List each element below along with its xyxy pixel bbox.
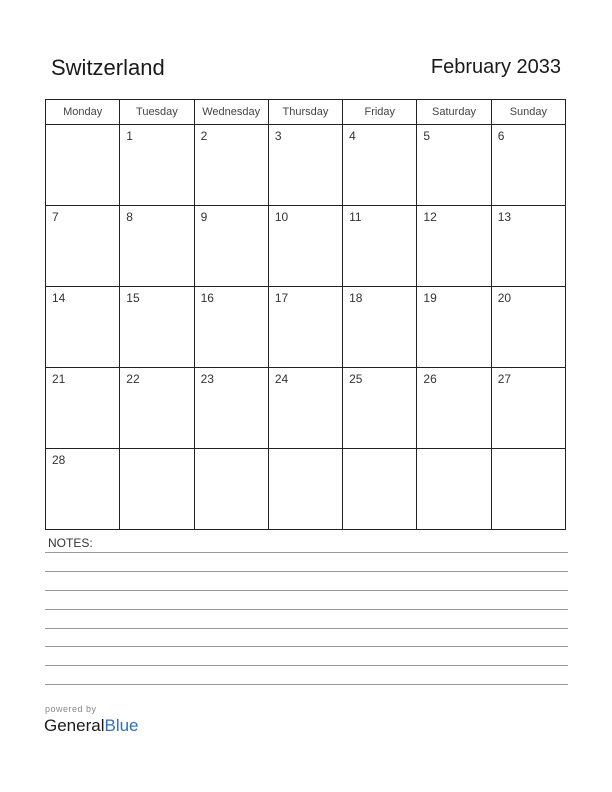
- weekday-header: Monday: [46, 100, 120, 125]
- day-cell: 25: [343, 368, 417, 449]
- day-cell: [417, 449, 491, 530]
- notes-line: [45, 609, 568, 610]
- day-cell: 27: [491, 368, 565, 449]
- week-row: [46, 368, 566, 449]
- day-cell: 15: [120, 287, 194, 368]
- day-cell: 7: [46, 206, 120, 287]
- weekday-header: Wednesday: [194, 100, 268, 125]
- day-cell: 1: [120, 125, 194, 206]
- logo-text-blue: Blue: [104, 716, 139, 735]
- notes-line: [45, 590, 568, 591]
- week-row: [46, 287, 566, 368]
- day-cell: 24: [268, 368, 342, 449]
- week-row: [46, 206, 566, 287]
- notes-label: NOTES:: [48, 536, 93, 550]
- week-row: [46, 449, 566, 530]
- weekday-header: Friday: [343, 100, 417, 125]
- day-cell: 9: [194, 206, 268, 287]
- day-cell: [343, 449, 417, 530]
- notes-line: [45, 628, 568, 629]
- weekday-header: Sunday: [491, 100, 565, 125]
- day-cell: 13: [491, 206, 565, 287]
- day-cell: 20: [491, 287, 565, 368]
- notes-line: [45, 646, 568, 647]
- weekday-header: Thursday: [268, 100, 342, 125]
- calendar-month-title: February 2033: [430, 56, 561, 78]
- calendar-grid: [45, 99, 566, 530]
- weekday-header: Tuesday: [120, 100, 194, 125]
- day-cell: [46, 125, 120, 206]
- powered-by-text: powered by: [45, 704, 97, 714]
- day-cell: 16: [194, 287, 268, 368]
- day-cell: 11: [343, 206, 417, 287]
- day-cell: [194, 449, 268, 530]
- logo-text-general: General: [44, 716, 105, 735]
- day-cell: [268, 449, 342, 530]
- day-cell: 8: [120, 206, 194, 287]
- day-cell: 22: [120, 368, 194, 449]
- day-cell: 3: [268, 125, 342, 206]
- day-cell: 17: [268, 287, 342, 368]
- day-cell: 18: [343, 287, 417, 368]
- day-cell: 19: [417, 287, 491, 368]
- day-cell: 5: [417, 125, 491, 206]
- notes-line: [45, 684, 568, 685]
- day-cell: 10: [268, 206, 342, 287]
- day-cell: 28: [46, 449, 120, 530]
- day-cell: [120, 449, 194, 530]
- notes-line: [45, 571, 568, 572]
- week-row: [46, 125, 566, 206]
- day-cell: 2: [194, 125, 268, 206]
- day-cell: [491, 449, 565, 530]
- day-cell: 12: [417, 206, 491, 287]
- calendar-country-title: Switzerland: [51, 55, 165, 80]
- day-cell: 23: [194, 368, 268, 449]
- day-cell: 4: [343, 125, 417, 206]
- weekday-header: Saturday: [417, 100, 491, 125]
- day-cell: 21: [46, 368, 120, 449]
- weekday-header-row: [46, 100, 566, 125]
- generalblue-logo: [44, 716, 139, 736]
- day-cell: 6: [491, 125, 565, 206]
- notes-line: [45, 552, 568, 553]
- day-cell: 26: [417, 368, 491, 449]
- day-cell: 14: [46, 287, 120, 368]
- notes-line: [45, 665, 568, 666]
